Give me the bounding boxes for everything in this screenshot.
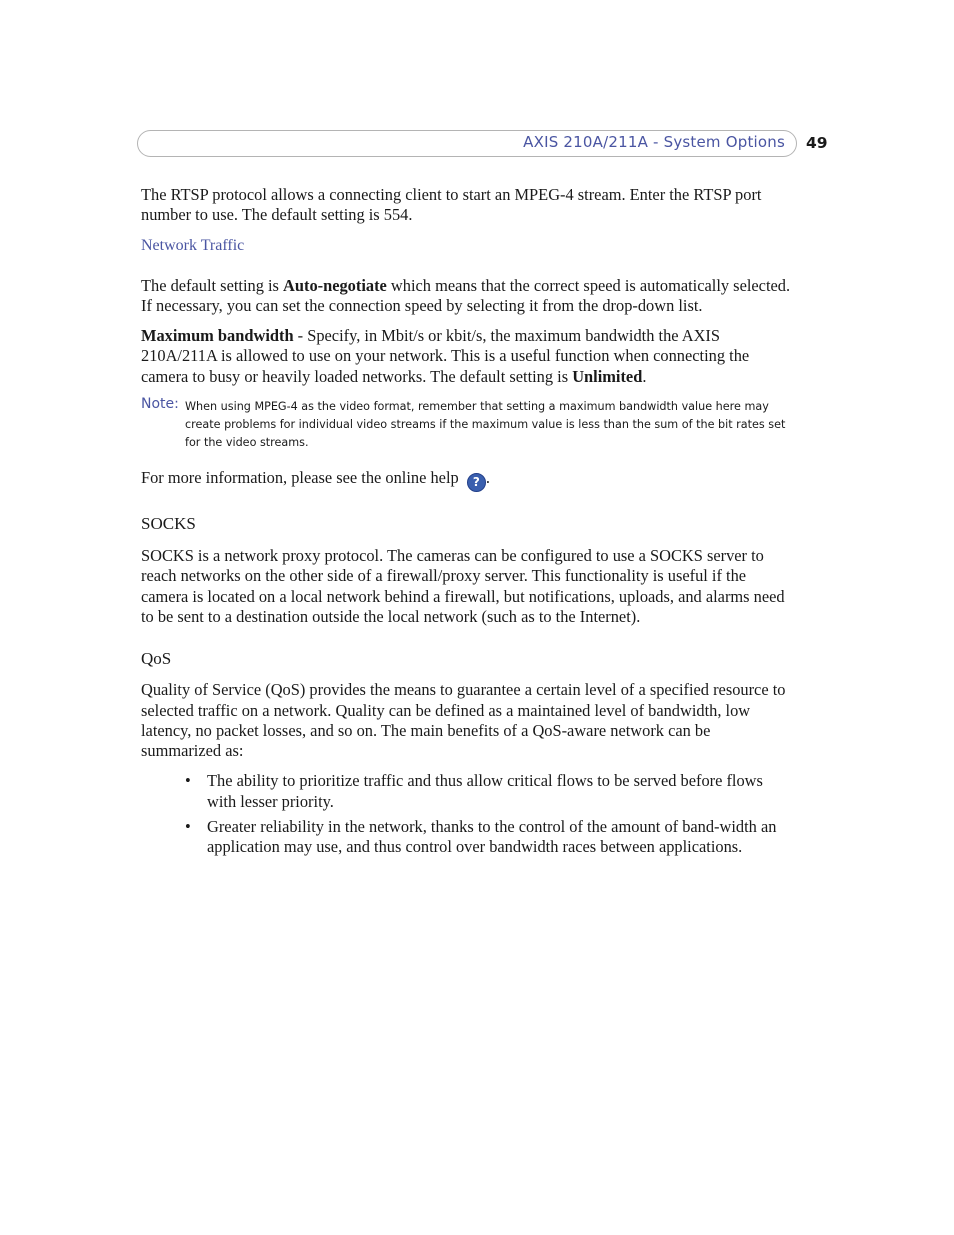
- auto-negotiate-paragraph: [141, 276, 793, 317]
- online-help-text: For more information, please see the online help: [141, 468, 463, 488]
- unlimited-term: Unlimited: [572, 366, 643, 386]
- online-help-period: .: [485, 468, 490, 488]
- list-item: [141, 817, 793, 858]
- auto-negotiate-text-before: The default setting is: [141, 275, 284, 295]
- socks-paragraph: SOCKS is a network proxy protocol. The cameras can be configured to use a SOCKS server to reach networks on the other side of a firewall/proxy server. This functionality is useful if the camera is located on a local network behind a firewall, but notifications, uploads, and alarms need to be sent to a destination outside the local network (such as to the Internet).: [141, 546, 785, 626]
- maximum-bandwidth-end: .: [642, 366, 647, 386]
- bullet-glyph: •: [185, 817, 191, 837]
- list-item: [141, 771, 793, 812]
- list-item-text: Greater reliability in the network, thanks to the control of the amount of band-width an application may use, and thus control over bandwidth races between applications.: [207, 817, 777, 857]
- help-icon[interactable]: ?: [467, 473, 486, 492]
- bullet-glyph: •: [185, 771, 191, 791]
- page-number: 49: [806, 134, 828, 152]
- maximum-bandwidth-paragraph: [141, 326, 793, 387]
- list-item-text: The ability to prioritize traffic and thus allow critical flows to be served before flows with lesser priority.: [207, 771, 763, 811]
- note-label: Note:: [141, 396, 179, 413]
- qos-heading: QoS: [141, 649, 172, 669]
- maximum-bandwidth-text: - Specify, in Mbit/s or kbit/s, the maximum bandwidth the AXIS 210A/211A is allowed to use on your network. This is a useful function when connecting the camera to busy or heavily loaded networks. The default setting is: [141, 326, 750, 386]
- auto-negotiate-term: Auto-negotiate: [283, 275, 387, 295]
- online-help-paragraph: [141, 468, 793, 492]
- note-text: When using MPEG-4 as the video format, remember that setting a maximum bandwidth value here may create problems for individual video streams if the maximum value is less than the sum of the bit rates set for the video streams.: [185, 400, 786, 450]
- maximum-bandwidth-term: Maximum bandwidth: [141, 326, 294, 346]
- rtsp-paragraph: The RTSP protocol allows a connecting client to start an MPEG-4 stream. Enter the RTSP port number to use. The default setting is 554.: [141, 185, 762, 225]
- qos-paragraph: Quality of Service (QoS) provides the means to guarantee a certain level of a specified resource to selected traffic on a network. Quality can be defined as a maintained level of bandwidth, low latency, no packet losses, and so on. The main benefits of a QoS-aware network can be summarized as:: [141, 680, 786, 761]
- socks-heading: SOCKS: [141, 514, 196, 534]
- network-traffic-heading: Network Traffic: [141, 236, 245, 254]
- qos-benefits-list: [141, 771, 793, 857]
- auto-negotiate-text-after: which means that the correct speed is automatically selected. If necessary, you can set the connection speed by selecting it from the drop-down list.: [141, 275, 791, 315]
- header-title: AXIS 210A/211A - System Options: [523, 133, 785, 151]
- page-content: [141, 185, 793, 863]
- note-block: [141, 398, 793, 452]
